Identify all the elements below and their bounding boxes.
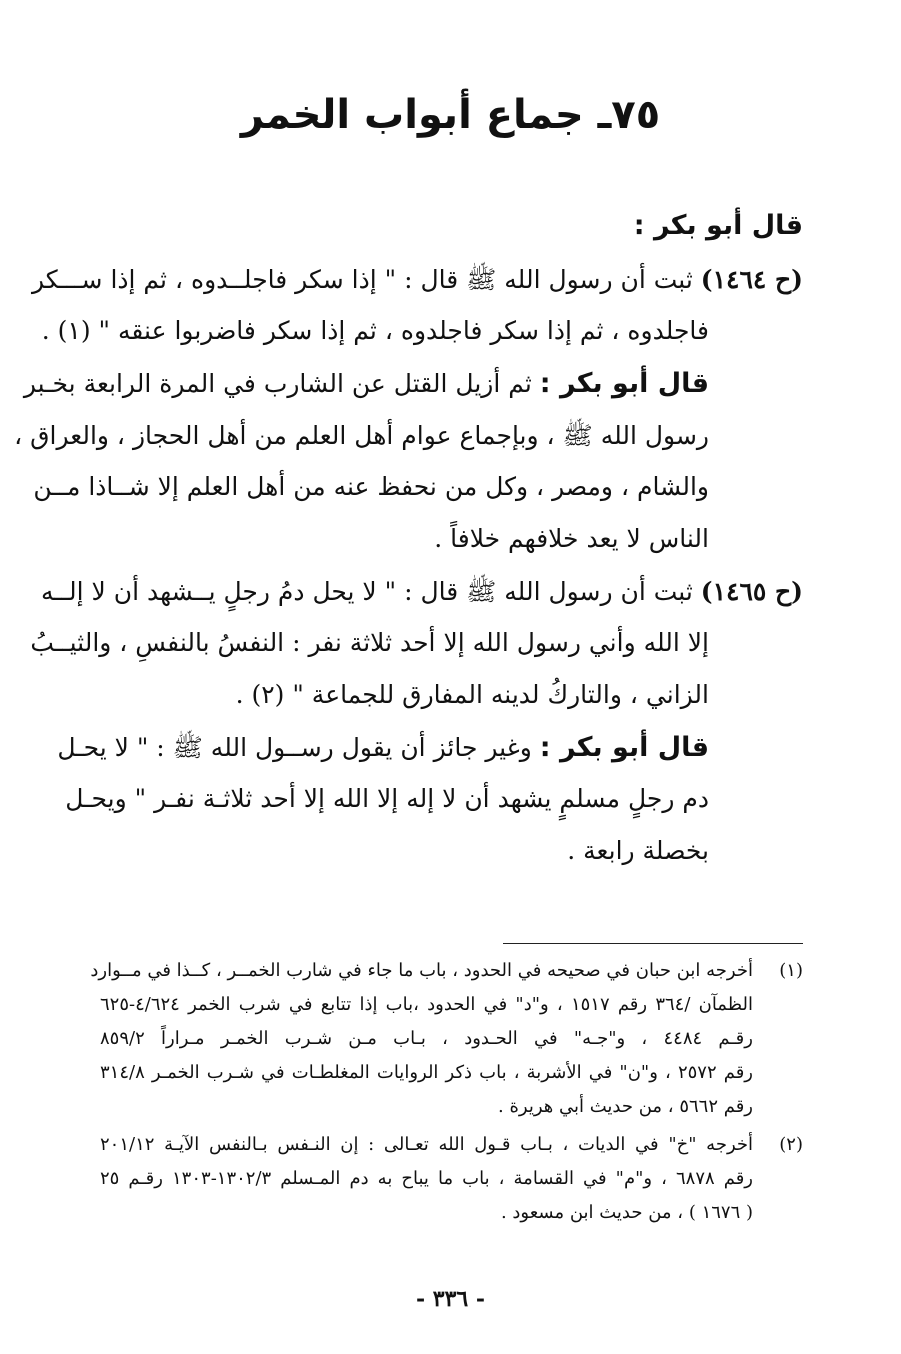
hadith-2-line-2 [30, 628, 803, 680]
footnote-2-text-3: ( ١٦٧٦ ) ، من حديث ابن مسعود . [500, 1202, 753, 1223]
footnote-2-line-1 [100, 1134, 803, 1168]
comment-2-speaker: قال أبو بكر : [539, 732, 709, 763]
comment-1-line-3 [33, 472, 803, 524]
footnote-1-text-2: الظمآن /٣٦٤ رقم ١٥١٧ ، و"د" في الحدود ،باب إذا تتابع في شرب الخمر ٤/٦٢٤-٦٢٥ [100, 994, 753, 1015]
comment-1-text-3: والشام ، ومصر ، وكل من نحفظ عنه من أهل العلم إلا شــاذا مــن [33, 472, 709, 501]
hadith-1-text-1: ثبت أن رسول الله ﷺ قال : " إذا سكر فاجلــدوه ، ثم إذا ســـكر [31, 265, 693, 294]
hadith-1-number: (ح ١٤٦٤) [700, 265, 803, 294]
footnote-1-line-3 [100, 1028, 803, 1062]
comment-1-speaker: قال أبو بكر : [539, 368, 709, 399]
footnote-separator [503, 943, 803, 944]
hadith-2-text-1: ثبت أن رسول الله ﷺ قال : " لا يحل دمُ رجلٍ يــشهد أن لا إلــه [40, 577, 693, 606]
speaker-intro-line [100, 210, 803, 262]
comment-2-line-3 [100, 836, 803, 888]
comment-1-line-1 [23, 368, 803, 420]
comment-1-text-1: ثم أزيل القتل عن الشارب في المرة الرابعة بخـبر [23, 369, 532, 398]
speaker-intro: قال أبو بكر : [633, 210, 803, 241]
footnote-2-line-3 [100, 1202, 803, 1236]
footnote-2-number: (٢) [779, 1134, 803, 1155]
comment-1-text-2: رسول الله ﷺ ، وبإجماع عوام أهل العلم من أهل الحجاز ، والعراق ، [14, 421, 709, 450]
footnote-2-text-1: أخرجه "خ" في الديات ، بـاب قـول الله تعـالى : إن النـفس بـالنفس الآيـة ٢٠١/١٢ [100, 1134, 753, 1155]
footnote-1-number: (١) [779, 960, 803, 981]
hadith-2-text-2: إلا الله وأني رسول الله إلا أحد ثلاثة نفر : النفسُ بالنفسِ ، والثيــبُ [30, 628, 709, 657]
comment-1-line-2 [14, 420, 803, 472]
comment-2-line-1 [57, 732, 803, 784]
footnote-1-line-2 [100, 994, 803, 1028]
chapter-title: ٧٥ـ جماع أبواب الخمر [240, 92, 661, 138]
comment-2-line-2 [65, 784, 803, 836]
footnote-1-text-3: رقـم ٤٤٨٤ ، و"جـه" في الحـدود ، بـاب مـن شـرب الخمـر مـراراً ٨٥٩/٢ [100, 1028, 753, 1049]
footnote-1-line-4 [100, 1062, 803, 1096]
comment-2-text-3: بخصلة رابعة . [567, 836, 709, 865]
hadith-2-line-1 [40, 576, 803, 628]
comment-1-text-4: الناس لا يعد خلافهم خلافاً . [434, 524, 709, 553]
page-number: - ٣٣٦ - [415, 1286, 486, 1312]
footnote-1-text-5: رقم ٥٦٦٢ ، من حديث أبي هريرة . [498, 1096, 753, 1117]
footnote-1-line-1 [90, 960, 803, 994]
hadith-1-line-2 [41, 316, 803, 368]
footnote-1-line-5 [100, 1096, 803, 1130]
comment-1-line-4 [100, 524, 803, 576]
comment-2-text-1: وغير جائز أن يقول رســول الله ﷺ : " لا يحـل [57, 733, 532, 762]
hadith-1-text-2: فاجلدوه ، ثم إذا سكر فاجلدوه ، ثم إذا سكر فاضربوا عنقه " (١) . [41, 316, 709, 345]
hadith-2-number: (ح ١٤٦٥) [700, 577, 803, 606]
hadith-2-text-3: الزاني ، والتاركُ لدينه المفارق للجماعة " (٢) . [235, 680, 709, 709]
footnote-1-text-4: رقم ٢٥٧٢ ، و"ن" في الأشربة ، باب ذكر الروايات المغلطـات في شـرب الخمـر ٣١٤/٨ [100, 1062, 753, 1083]
hadith-1-line-1 [31, 264, 803, 316]
comment-2-text-2: دم رجلٍ مسلمٍ يشهد أن لا إله إلا الله إلا أحد ثلاثـة نفـر " ويحـل [65, 784, 709, 813]
footnote-1-text-1: أخرجه ابن حبان في صحيحه في الحدود ، باب ما جاء في شارب الخمــر ، كــذا في مــوارد [90, 960, 753, 981]
hadith-2-line-3 [100, 680, 803, 732]
footnote-2-line-2 [100, 1168, 803, 1202]
footnote-2-text-2: رقم ٦٨٧٨ ، و"م" في القسامة ، باب ما يباح به دم المـسلم ١٣٠٢/٣-١٣٠٣ رقـم ٢٥ [100, 1168, 754, 1189]
